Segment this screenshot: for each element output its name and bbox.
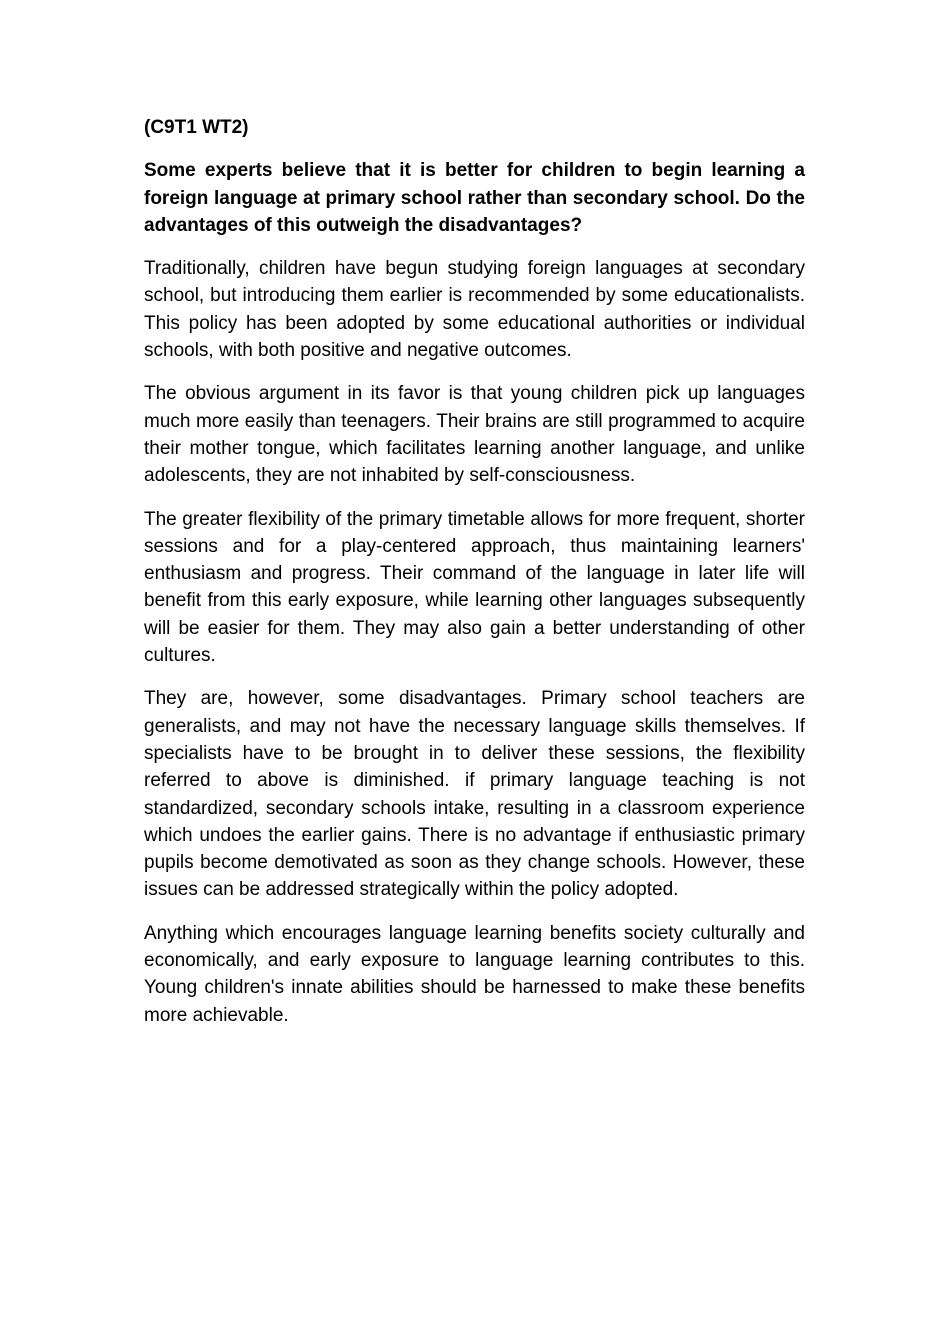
document-page xyxy=(144,114,805,1029)
paragraph-flexibility: The greater flexibility of the primary timetable allows for more frequent, shorter sessions and for a play-centered approach, thus maintaining learners' enthusiasm and progress. Their command of the language in later life will benefit from this early exposure, while learning other languages subsequently will be easier for them. They may also gain a better understanding of other cultures. xyxy=(144,508,805,667)
paragraph-introduction: Traditionally, children have begun studying foreign languages at secondary school, but introducing them earlier is recommended by some educationalists. This policy has been adopted by some educational authorities or individual schools, with both positive and negative outcomes. xyxy=(144,258,805,362)
paragraph-conclusion: Anything which encourages language learning benefits society culturally and economically, and early exposure to language learning contributes to this. Young children's innate abilities should be harnessed to make these benefits more achievable. xyxy=(144,922,805,1026)
paragraph-disadvantages: They are, however, some disadvantages. Primary school teachers are generalists, and may not have the necessary language skills themselves. If specialists have to be brought in to deliver these sessions, the flexibility referred to above is diminished. if primary language teaching is not standardized, secondary schools intake, resulting in a classroom experience which undoes the earlier gains. There is no advantage if enthusiastic primary pupils become demotivated as soon as they change schools. However, these issues can be addressed strategically within the policy adopted. xyxy=(144,688,805,901)
task-code: (C9T1 WT2) xyxy=(144,117,249,138)
paragraph-argument-favor: The obvious argument in its favor is that young children pick up languages much more easily than teenagers. Their brains are still programmed to acquire their mother tongue, which facilitates learning another language, and unlike adolescents, they are not inhabited by self-consciousness. xyxy=(144,383,805,487)
essay-question: Some experts believe that it is better for children to begin learning a foreign language at primary school rather than secondary school. Do the advantages of this outweigh the disadvantages? xyxy=(144,160,805,236)
